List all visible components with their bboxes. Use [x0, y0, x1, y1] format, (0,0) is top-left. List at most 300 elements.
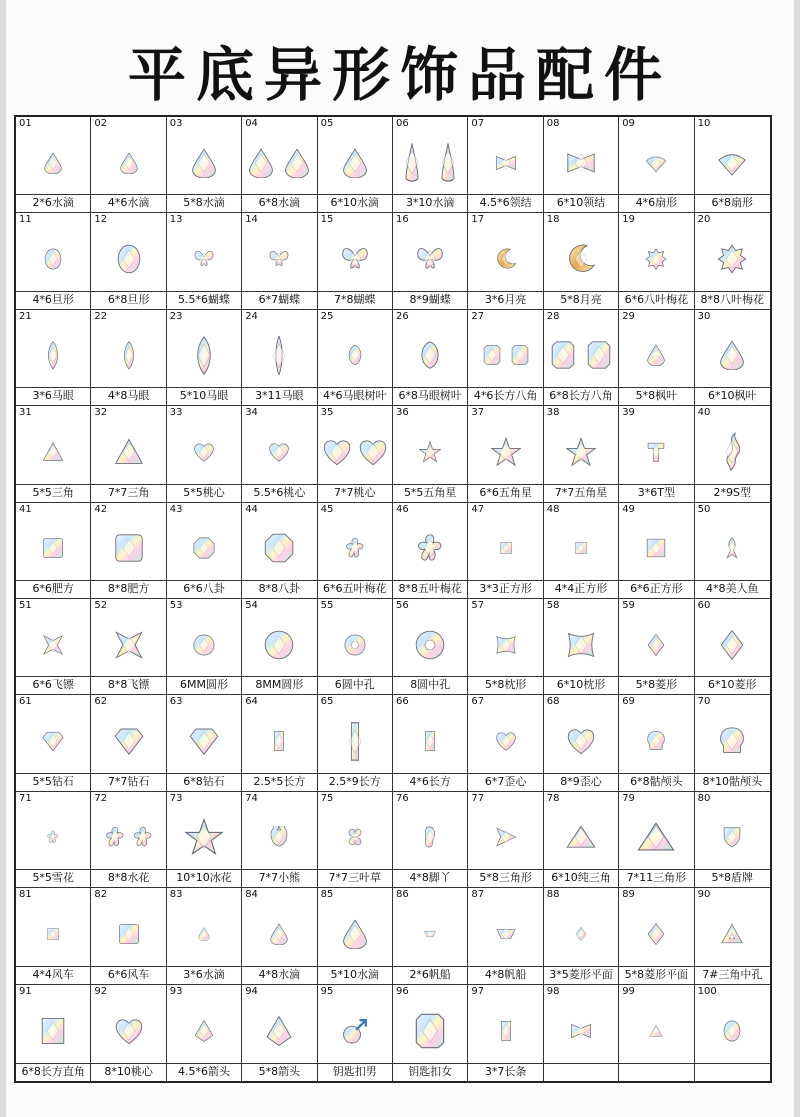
flower5-icon [132, 826, 154, 848]
item-label: 8*8水花 [91, 869, 165, 886]
catalog-cell [468, 599, 543, 695]
item-number: 02 [94, 118, 108, 129]
item-label: 3*10水滴 [393, 194, 467, 211]
catalog-cell [695, 213, 770, 309]
gem-image [167, 709, 241, 772]
catalog-cell [16, 599, 91, 695]
gem-image [619, 227, 693, 290]
gem-image [16, 517, 90, 580]
heart-icon [495, 730, 517, 752]
item-number: 72 [94, 792, 108, 804]
triangle-icon [114, 437, 144, 467]
item-label: 3*3正方形 [468, 580, 542, 597]
octrect-icon [548, 340, 578, 370]
item-number: 43 [169, 503, 183, 515]
catalog-cell [91, 310, 166, 406]
item-label: 10*10冰花 [167, 869, 241, 886]
item-number: 55 [320, 600, 334, 611]
catalog-cell [619, 117, 694, 213]
item-label: 5*5雪花 [16, 869, 90, 886]
fan-icon [717, 148, 747, 178]
drop-icon [340, 919, 370, 949]
triangle-wide-icon [637, 818, 675, 856]
item-number: 92 [94, 985, 108, 997]
item-number: 81 [19, 889, 32, 901]
catalog-cell [242, 985, 317, 1081]
heart-icon [114, 1016, 144, 1046]
catalog-cell [393, 503, 468, 599]
item-number: 63 [169, 696, 183, 708]
item-label: 6*8骷颅头 [619, 773, 693, 790]
item-number: 60 [697, 600, 711, 611]
drop-icon [118, 152, 140, 174]
catalog-cell [91, 599, 166, 695]
item-number: 24 [245, 310, 258, 322]
heart-icon [322, 437, 352, 467]
gem-image [318, 709, 392, 772]
catalog-cell [393, 213, 468, 309]
cushion-icon [114, 533, 144, 563]
item-number: 20 [697, 214, 711, 226]
item-number: 64 [245, 696, 258, 708]
marquise-long-icon [264, 336, 294, 375]
item-number: 51 [19, 600, 32, 611]
item-label: 7#三角中孔 [695, 966, 770, 983]
item-number: 89 [622, 889, 635, 901]
item-label: 6*8长方直角 [16, 1063, 90, 1080]
item-number: 50 [697, 503, 711, 515]
item-label: 6*6八卦 [167, 580, 241, 597]
item-number: 08 [546, 118, 560, 129]
gem-image [468, 709, 542, 772]
catalog-cell [318, 503, 393, 599]
item-number: 39 [622, 407, 635, 419]
drop-icon [189, 148, 219, 178]
catalog-cell [468, 310, 543, 406]
leaf-icon [344, 344, 366, 366]
pillow-icon [566, 630, 596, 660]
item-label: 8MM圆形 [242, 676, 316, 693]
gem-image [393, 806, 467, 869]
item-label: 7*7桃心 [318, 484, 392, 501]
catalog-cell [167, 695, 242, 791]
catalog-cell [393, 695, 468, 791]
item-number: 45 [320, 503, 334, 515]
boat-icon [423, 927, 437, 941]
item-number: 18 [546, 214, 560, 226]
item-label: 6*10纯三角 [544, 869, 618, 886]
gem-image [242, 902, 316, 965]
gem-image [91, 420, 165, 483]
item-label: 4.5*6箭头 [167, 1063, 241, 1080]
drop-icon [282, 148, 312, 178]
gem-image [242, 517, 316, 580]
item-number: 21 [19, 310, 32, 322]
catalog-cell [16, 310, 91, 406]
catalog-cell [318, 406, 393, 502]
s-curve-icon [717, 432, 747, 471]
item-label: 8*10骷颅头 [695, 773, 770, 790]
moon-icon [495, 248, 517, 270]
gem-image [544, 806, 618, 869]
pillow-icon [495, 634, 517, 656]
catalog-cell [16, 503, 91, 599]
oval-icon [114, 244, 144, 274]
item-number: 90 [697, 889, 711, 901]
item-number: 59 [622, 600, 635, 611]
gem-image [619, 517, 693, 580]
catalog-cell [242, 888, 317, 984]
catalog-cell [619, 310, 694, 406]
item-number: 80 [697, 792, 711, 804]
catalog-cell [619, 888, 694, 984]
fan-icon [645, 152, 667, 174]
drop-icon [197, 927, 211, 941]
gem-image [318, 999, 392, 1063]
gem-image [544, 131, 618, 194]
rhombus-icon [645, 923, 667, 945]
catalog-cell [16, 117, 91, 213]
item-label: 8*10桃心 [91, 1063, 165, 1080]
drop-icon [42, 152, 64, 174]
item-number: 70 [697, 696, 711, 708]
gem-image [544, 999, 618, 1063]
catalog-cell [695, 599, 770, 695]
item-label: 6*10枕形 [544, 676, 618, 693]
baguette-icon [419, 730, 441, 752]
dart-icon [114, 630, 144, 660]
catalog-cell [544, 792, 619, 888]
item-label: 8*8肥方 [91, 580, 165, 597]
catalog-cell [695, 503, 770, 599]
oval-icon [42, 248, 64, 270]
item-label: 6*6飞镖 [16, 676, 90, 693]
gem-image [16, 999, 90, 1063]
catalog-cell [91, 985, 166, 1081]
item-label: 8*9蝴蝶 [393, 291, 467, 308]
item-number: 97 [471, 985, 485, 997]
moon-icon [566, 244, 596, 274]
item-number: 23 [169, 310, 183, 322]
round-icon [264, 630, 294, 660]
catalog-cell [167, 310, 242, 406]
gem-image [91, 613, 165, 676]
item-label: 钥匙扣男 [318, 1063, 392, 1080]
item-label: 7*7小熊 [242, 869, 316, 886]
item-label: 6*8水滴 [242, 194, 316, 211]
square-icon [46, 927, 60, 941]
butterfly-icon [415, 244, 445, 274]
gem-image [91, 131, 165, 194]
item-label: 6*6肥方 [16, 580, 90, 597]
item-label: 5*10水滴 [318, 966, 392, 983]
item-number: 03 [169, 118, 183, 129]
item-label: 8*8飞镖 [91, 676, 165, 693]
heart-icon [566, 726, 596, 756]
gem-image [91, 999, 165, 1063]
gem-image [619, 806, 693, 869]
catalog-cell [468, 406, 543, 502]
catalog-cell [91, 888, 166, 984]
square-icon [645, 537, 667, 559]
bowtie-icon [570, 1020, 592, 1042]
triangle-wide-icon [566, 822, 596, 852]
gem-image [91, 517, 165, 580]
item-number: 09 [622, 118, 635, 129]
item-label: 7*7钻石 [91, 773, 165, 790]
item-number: 34 [245, 407, 258, 419]
rect-icon [38, 1016, 68, 1046]
gem-image [318, 613, 392, 676]
catalog-cell [242, 695, 317, 791]
catalog-cell [393, 599, 468, 695]
rhombus-icon [645, 634, 667, 656]
gem-image [242, 420, 316, 483]
catalog-cell [544, 310, 619, 406]
cushion-icon [42, 537, 64, 559]
item-label: 5*8水滴 [167, 194, 241, 211]
catalog-cell [16, 695, 91, 791]
catalog-cell [16, 985, 91, 1081]
catalog-cell [468, 213, 543, 309]
gem-image [91, 806, 165, 869]
gem-image [544, 227, 618, 290]
item-number: 54 [245, 600, 258, 611]
octagon-icon [193, 537, 215, 559]
item-number: 91 [19, 985, 32, 997]
catalog-cell [167, 985, 242, 1081]
item-label: 5*5桃心 [167, 484, 241, 501]
item-number: 67 [471, 696, 485, 708]
item-label: 6*7歪心 [468, 773, 542, 790]
item-label: 3*6T型 [619, 484, 693, 501]
bowtie-icon [566, 148, 596, 178]
catalog-cell [468, 117, 543, 213]
item-number: 38 [546, 407, 560, 419]
gem-image [619, 131, 693, 194]
butterfly-icon [340, 244, 370, 274]
gem-image [16, 902, 90, 965]
item-label: 6*6风车 [91, 966, 165, 983]
diamond-icon [42, 730, 64, 752]
item-number: 68 [546, 696, 560, 708]
catalog-cell [695, 985, 770, 1081]
flower5-icon [46, 830, 60, 844]
page-title: 平底异形饰品配件 [127, 41, 672, 109]
catalog-cell [544, 888, 619, 984]
butterfly-icon [268, 248, 290, 270]
item-label: 2*6水滴 [16, 194, 90, 211]
item-number: 22 [94, 310, 108, 322]
item-number: 79 [622, 792, 635, 804]
catalog-cell [16, 213, 91, 309]
item-number: 61 [19, 696, 32, 708]
baguette-icon [268, 730, 290, 752]
arrow-icon [193, 1020, 215, 1042]
triangle-hole-icon [721, 923, 743, 945]
catalog-cell [167, 792, 242, 888]
item-number: 06 [396, 118, 409, 129]
gem-image [695, 902, 770, 965]
item-label: 4*4风车 [16, 966, 90, 983]
item-label [695, 1063, 770, 1080]
catalog-cell [16, 888, 91, 984]
catalog-cell [318, 117, 393, 213]
item-label: 5*5三角 [16, 484, 90, 501]
diamond-icon [189, 726, 219, 756]
gem-image [91, 324, 165, 387]
dart-icon [42, 634, 64, 656]
item-label: 6*8长方八角 [544, 387, 618, 404]
gem-image [619, 324, 693, 387]
t-icon [645, 441, 667, 463]
gem-image [242, 324, 316, 387]
drop-icon [268, 923, 290, 945]
gem-image [393, 131, 467, 194]
item-number: 62 [94, 696, 108, 708]
item-label: 8*8八卦 [242, 580, 316, 597]
catalog-cell [544, 406, 619, 502]
item-number: 53 [169, 600, 183, 611]
item-number: 26 [396, 310, 409, 322]
item-label: 4*8美人鱼 [695, 580, 770, 597]
item-number: 78 [546, 792, 560, 804]
gem-image [619, 420, 693, 483]
item-label: 5.5*6蝴蝶 [167, 291, 241, 308]
catalog-cell [167, 599, 242, 695]
rhombus-icon [717, 630, 747, 660]
octrect-icon [509, 344, 531, 366]
gem-image [544, 517, 618, 580]
octrect-icon [411, 1012, 449, 1050]
item-number: 10 [697, 118, 711, 129]
item-label: 3*6水滴 [167, 966, 241, 983]
catalog-cell [619, 213, 694, 309]
drop-icon [246, 148, 276, 178]
gem-image [16, 709, 90, 772]
gem-image [242, 131, 316, 194]
catalog-cell [619, 406, 694, 502]
gem-image [393, 420, 467, 483]
item-number: 04 [245, 118, 258, 129]
item-label: 6*10水滴 [318, 194, 392, 211]
catalog-cell [91, 695, 166, 791]
gem-image [468, 517, 542, 580]
item-label: 6*10枫叶 [695, 387, 770, 404]
gem-image [16, 324, 90, 387]
item-number: 58 [546, 600, 560, 611]
item-label: 4*8水滴 [242, 966, 316, 983]
catalog-cell [393, 888, 468, 984]
item-number: 73 [169, 792, 183, 804]
gem-image [468, 131, 542, 194]
catalog-cell [16, 406, 91, 502]
boat-icon [495, 923, 517, 945]
item-number: 93 [169, 985, 183, 997]
item-label: 3*5菱形平面 [544, 966, 618, 983]
square-icon [499, 541, 513, 555]
item-number: 27 [471, 310, 485, 322]
item-label: 8*8八叶梅花 [695, 291, 770, 308]
item-label: 2.5*9长方 [318, 773, 392, 790]
male-icon [340, 1016, 370, 1046]
item-label: 3*6马眼 [16, 387, 90, 404]
item-label: 4*6长方 [393, 773, 467, 790]
catalog-cell [242, 117, 317, 213]
item-number: 17 [471, 214, 485, 226]
item-number: 69 [622, 696, 635, 708]
drop-icon [717, 340, 747, 370]
catalog-cell [619, 503, 694, 599]
item-number: 47 [471, 503, 485, 515]
item-number: 66 [396, 696, 409, 708]
octagon-icon [264, 533, 294, 563]
item-number: 77 [471, 792, 485, 804]
bear-icon [268, 826, 290, 848]
catalog-cell [242, 792, 317, 888]
butterfly-icon [193, 248, 215, 270]
item-number: 87 [471, 889, 485, 901]
item-label: 8圆中孔 [393, 676, 467, 693]
ring-icon [415, 630, 445, 660]
catalog-cell [468, 985, 543, 1081]
item-number: 49 [622, 503, 635, 515]
catalog-cell [695, 310, 770, 406]
oval-icon [721, 1020, 743, 1042]
flower5-icon [104, 826, 126, 848]
skull-icon [717, 726, 747, 756]
item-label: 3*7长条 [468, 1063, 542, 1080]
item-label: 5*8枕形 [468, 676, 542, 693]
item-label: 7*7三叶草 [318, 869, 392, 886]
item-label: 3*11马眼 [242, 387, 316, 404]
gem-image [16, 613, 90, 676]
gem-image [393, 613, 467, 676]
drop-long-icon [397, 143, 427, 182]
item-label: 5*8三角形 [468, 869, 542, 886]
item-label: 4*6水滴 [91, 194, 165, 211]
gem-image [242, 613, 316, 676]
item-label: 5*8菱形 [619, 676, 693, 693]
item-number: 14 [245, 214, 258, 226]
item-label: 2*6帆船 [393, 966, 467, 983]
catalog-cell [619, 599, 694, 695]
skull-icon [645, 730, 667, 752]
gem-image [318, 131, 392, 194]
catalog-cell [167, 406, 242, 502]
item-number: 56 [396, 600, 409, 611]
gem-image [318, 902, 392, 965]
catalog-cell [468, 695, 543, 791]
item-number: 75 [320, 792, 334, 804]
item-number: 76 [396, 792, 409, 804]
item-number: 32 [94, 407, 108, 419]
bowtie-icon [495, 152, 517, 174]
catalog-cell [91, 213, 166, 309]
gem-image [393, 999, 467, 1063]
shield-icon [721, 826, 743, 848]
catalog-cell [242, 310, 317, 406]
catalog-cell [619, 985, 694, 1081]
marquise-icon [189, 336, 219, 375]
item-number: 35 [320, 407, 334, 419]
item-label [619, 1063, 693, 1080]
item-number: 16 [396, 214, 409, 226]
gem-image [393, 324, 467, 387]
item-label: 4*4正方形 [544, 580, 618, 597]
gem-image [393, 227, 467, 290]
catalog-cell [393, 985, 468, 1081]
